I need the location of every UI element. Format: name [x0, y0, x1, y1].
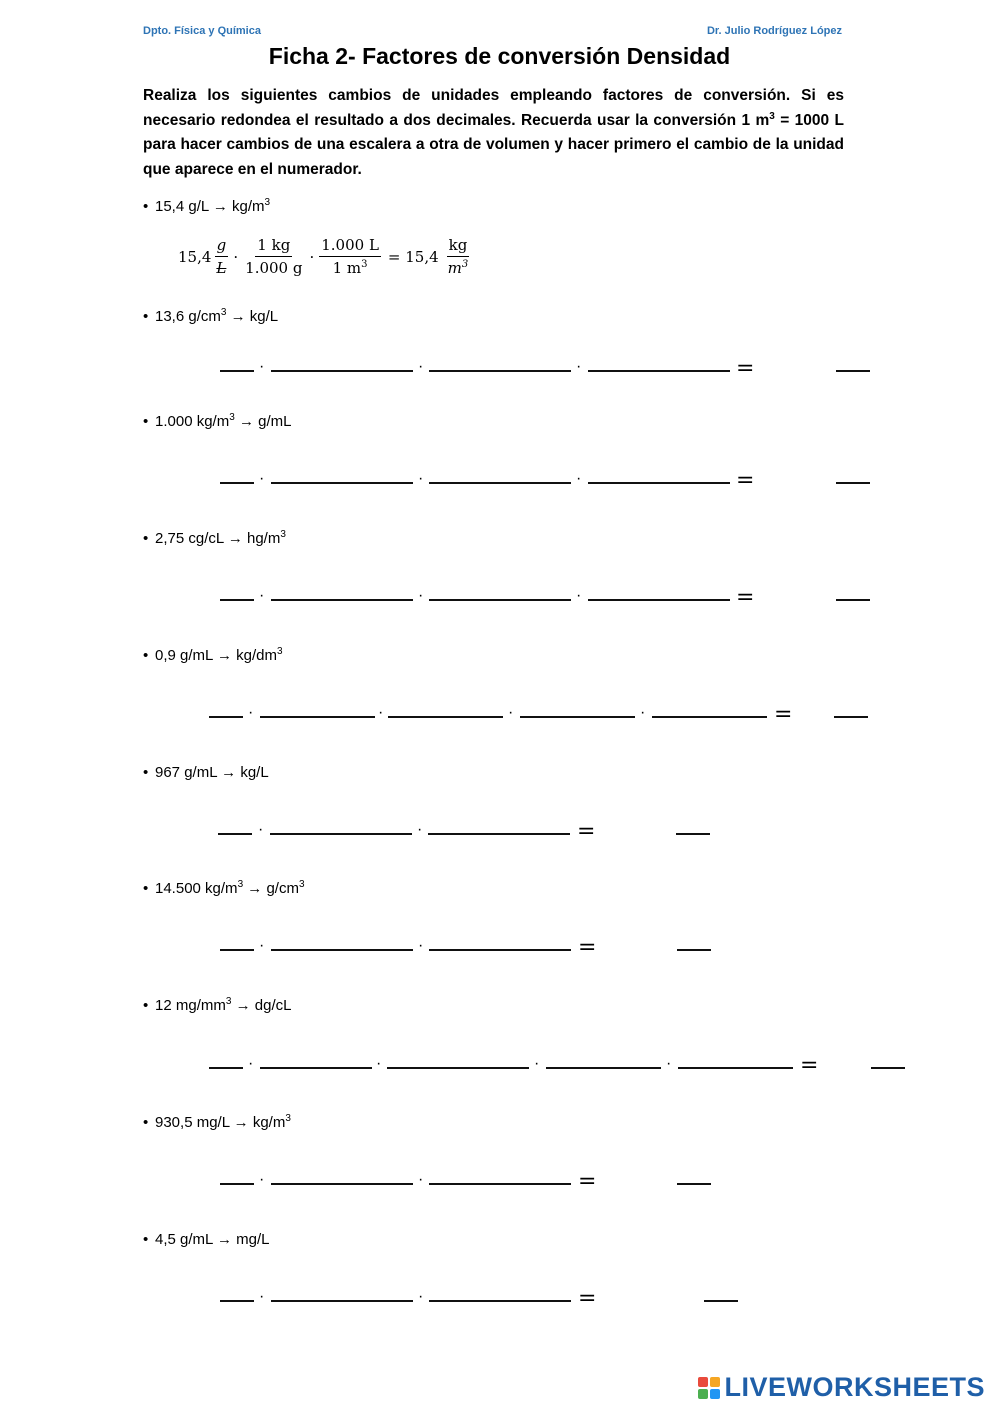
answer-blank[interactable] — [260, 716, 375, 718]
liveworksheets-logo: LIVEWORKSHEETS — [698, 1372, 985, 1403]
answer-blank[interactable] — [652, 716, 767, 718]
answer-blank[interactable] — [271, 370, 413, 372]
answer-blank[interactable] — [429, 949, 571, 951]
result-blank[interactable] — [676, 833, 710, 835]
header-author: Dr. Julio Rodríguez López — [706, 25, 842, 37]
answer-blank[interactable] — [271, 482, 413, 484]
answer-blank[interactable] — [270, 833, 412, 835]
answer-blank[interactable] — [260, 1067, 372, 1069]
answer-blank[interactable] — [220, 1183, 254, 1185]
answer-blank[interactable] — [588, 599, 730, 601]
answer-blank[interactable] — [546, 1067, 661, 1069]
result-blank[interactable] — [677, 949, 711, 951]
answer-blank[interactable] — [271, 949, 413, 951]
answer-blank[interactable] — [429, 370, 571, 372]
result-blank[interactable] — [836, 599, 870, 601]
result-blank[interactable] — [836, 482, 870, 484]
result-blank[interactable] — [677, 1183, 711, 1185]
exercise-6-label: • 967 g/mL → kg/L — [143, 764, 269, 781]
exercise-10-label: • 4,5 g/mL → mg/L — [143, 1231, 270, 1248]
header-department: Dpto. Física y Química — [143, 25, 261, 37]
answer-blank[interactable] — [429, 599, 571, 601]
answer-blank[interactable] — [218, 833, 252, 835]
answer-blank[interactable] — [520, 716, 635, 718]
page-title: Ficha 2- Factores de conversión Densidad — [268, 43, 731, 69]
answer-blank[interactable] — [429, 482, 571, 484]
result-blank[interactable] — [834, 716, 868, 718]
exercise-8-label: • 12 $mg/mm^3 \to dg/cL$ — [143, 996, 292, 1014]
answer-blank[interactable] — [271, 599, 413, 601]
answer-blank[interactable] — [428, 833, 570, 835]
exercise-4-label: • 2,75 $cg/cL \to hg/m^3$ — [143, 529, 286, 547]
answer-blank[interactable] — [209, 1067, 243, 1069]
answer-blank[interactable] — [271, 1183, 413, 1185]
answer-blank[interactable] — [429, 1183, 571, 1185]
answer-blank[interactable] — [588, 482, 730, 484]
answer-blank[interactable] — [220, 599, 254, 601]
exercise-3-label: • 1.000 $kg/m^3 \to g/mL$ — [143, 412, 292, 430]
result-blank[interactable] — [836, 370, 870, 372]
answer-blank[interactable] — [429, 1300, 571, 1302]
answer-blank[interactable] — [387, 1067, 529, 1069]
answer-blank[interactable] — [588, 370, 730, 372]
answer-blank[interactable] — [271, 1300, 413, 1302]
result-blank[interactable] — [871, 1067, 905, 1069]
answer-blank[interactable] — [678, 1067, 793, 1069]
worked-example: 15,4 $\frac{g}{L}$ · $\frac{1 kg}{1.000 g}$ · $\frac{1.000 L}{1 m^3}$ = 15,4 $\frac{kg}{m^3}$ — [178, 236, 469, 277]
answer-blank[interactable] — [220, 370, 254, 372]
answer-blank[interactable] — [220, 1300, 254, 1302]
result-blank[interactable] — [704, 1300, 738, 1302]
exercise-7-label: • 14.500 $kg/m^3 \to g/cm^3$ — [143, 879, 305, 897]
answer-blank[interactable] — [220, 949, 254, 951]
logo-blocks-icon — [698, 1377, 720, 1399]
instructions: Realiza los siguientes cambios de unidades empleando factores de conversión. Si es necesario redondea el resultado a dos decimales. Recuerda usar la conversión 1 $m^3 = 1000$ L para hacer cambios de una escalera a otra de volumen y hacer primero el cambio de la unidad que aparece en el numerador. — [143, 87, 844, 178]
answer-blank[interactable] — [388, 716, 503, 718]
answer-blank[interactable] — [209, 716, 243, 718]
exercise-1-label: • 15,4 $g/L \to kg/m^3$ — [143, 197, 271, 215]
answer-blank[interactable] — [220, 482, 254, 484]
exercise-2-label: • 13,6 $g/cm^3 \to kg/L$ — [143, 307, 279, 325]
exercise-9-label: • 930,5 $mg/L \to kg/m^3$ — [143, 1113, 291, 1131]
exercise-5-label: • 0,9 $g/mL \to kg/dm^3$ — [143, 646, 283, 664]
